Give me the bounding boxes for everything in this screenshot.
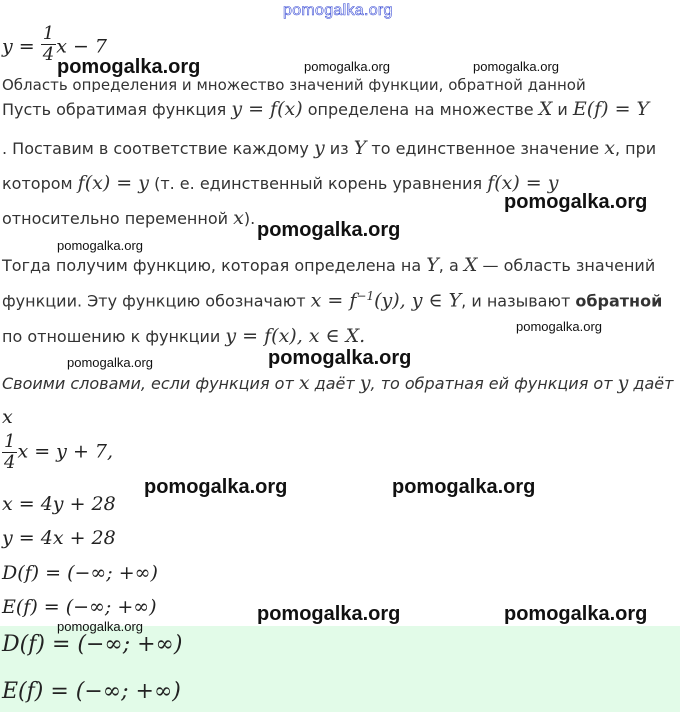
answer-domain: D(f) = (−∞; +∞) (2, 632, 183, 657)
text: и (552, 100, 573, 119)
watermark: pomogalka.org (57, 238, 143, 253)
watermark: pomogalka.org (516, 319, 602, 334)
math: x = f (310, 289, 357, 312)
math: Y (353, 137, 367, 159)
text: даёт (309, 374, 360, 393)
math: f(x) = y (487, 172, 559, 194)
paragraph-line (2, 289, 662, 311)
answer-range: E(f) = (−∞; +∞) (2, 679, 181, 704)
equation-step: y = 4x + 28 (2, 527, 116, 549)
text: ). (243, 209, 256, 228)
paragraph-line (2, 172, 559, 194)
math: x (2, 406, 13, 428)
text: , и называют (461, 291, 576, 311)
term-bold: обратной (575, 291, 663, 311)
fraction (2, 432, 17, 473)
text: Пусть обратимая функция (2, 100, 232, 119)
fraction-denominator: 4 (4, 452, 16, 473)
text: даёт (628, 374, 674, 393)
fraction-numerator: 1 (4, 431, 16, 452)
text: , при (614, 139, 657, 158)
text: , то обратная ей функция от (370, 374, 618, 393)
watermark: pomogalka.org (392, 476, 536, 498)
watermark: pomogalka.org (57, 56, 201, 78)
text: из (324, 139, 354, 158)
math: X (463, 254, 478, 276)
equation-rhs: x − 7 (56, 35, 107, 58)
watermark: pomogalka.org (473, 59, 559, 74)
math: (y), y ∈ Y (374, 289, 462, 312)
equation-lhs: y = (2, 35, 41, 58)
fraction-numerator: 1 (42, 23, 55, 44)
math: x (233, 207, 244, 229)
math: y (617, 372, 629, 394)
fraction-denominator: 4 (42, 44, 55, 65)
text: (т. е. единственный корень уравнения (148, 174, 488, 193)
watermark: pomogalka.org (67, 355, 153, 370)
text: . Поставим в соответствие каждому (2, 139, 314, 158)
math: y = f(x) (231, 98, 303, 120)
text: Тогда получим функцию, которая определена на (2, 256, 427, 275)
watermark: pomogalka.org (268, 347, 412, 369)
math-superscript: −1 (356, 289, 375, 303)
text: , а (438, 256, 464, 275)
math: x (604, 137, 615, 159)
equation-step: x = 4y + 28 (2, 493, 116, 515)
text: относительно переменной (2, 209, 234, 228)
text: определена на множестве (302, 100, 539, 119)
math: X (538, 98, 553, 120)
paragraph-line (2, 325, 365, 347)
text: котором (2, 174, 78, 193)
math: y (359, 372, 371, 394)
equation-step: E(f) = (−∞; +∞) (2, 596, 157, 618)
watermark: pomogalka.org (504, 603, 648, 625)
equation-step: D(f) = (−∞; +∞) (2, 562, 158, 584)
section-title: Область определения и множество значений функции, обратной данной (2, 76, 586, 92)
text: функции. Эту функцию обозначают (2, 291, 311, 311)
math: y (313, 137, 325, 159)
math: x (298, 372, 310, 394)
watermark: pomogalka.org (144, 476, 288, 498)
watermark: pomogalka.org (57, 619, 143, 634)
paragraph-line (2, 254, 655, 276)
watermark: pomogalka.org (257, 603, 401, 625)
text: — область значений (477, 256, 656, 275)
header-watermark: pomogalka.org (283, 2, 393, 19)
math: E(f) = Y (572, 98, 650, 120)
equation-step (2, 432, 113, 473)
paragraph-line (2, 372, 673, 394)
text: то единственное значение (366, 139, 605, 158)
math: y = f(x), x ∈ X. (225, 325, 366, 347)
paragraph-line (2, 137, 656, 159)
watermark: pomogalka.org (257, 219, 401, 241)
math: Y (426, 254, 439, 276)
math: f(x) = y (77, 172, 149, 194)
text: по отношению к функции (2, 327, 226, 346)
fraction (41, 24, 56, 65)
watermark: pomogalka.org (304, 59, 390, 74)
text: Своими словами, если функция от (2, 374, 299, 393)
paragraph-line (2, 207, 255, 229)
equation-rhs: x = y + 7, (17, 440, 114, 463)
watermark: pomogalka.org (504, 191, 648, 213)
paragraph-line (2, 98, 649, 120)
